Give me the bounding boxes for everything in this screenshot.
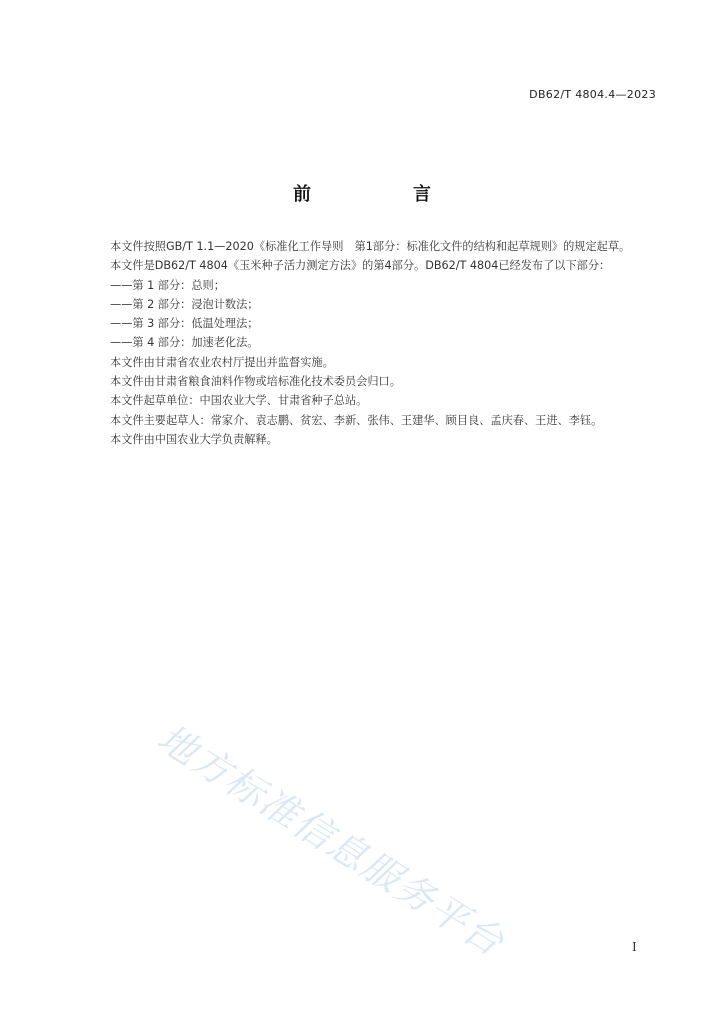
list-item: ——第 3 部分：低温处理法； bbox=[110, 317, 259, 331]
paragraph-drafting-units: 本文件起草单位：中国农业大学、甘肃省种子总站。 bbox=[110, 394, 368, 408]
foreword-body bbox=[88, 237, 658, 449]
list-item: ——第 2 部分：浸泡计数法； bbox=[110, 297, 259, 311]
paragraph-proposer: 本文件由甘肃省农业农村厅提出并监督实施。 bbox=[110, 355, 334, 369]
paragraph-committee: 本文件由甘肃省粮食油料作物或培标准化技术委员会归口。 bbox=[110, 375, 401, 389]
watermark: 地方标准信息服务平台 bbox=[149, 715, 513, 965]
paragraph-part-info: 本文件是DB62/T 4804《玉米种子活力测定方法》的第4部分。DB62/T 4804已经发布了以下部分： bbox=[110, 259, 611, 273]
list-item: ——第 1 部分：总则； bbox=[110, 278, 225, 292]
page-number: I bbox=[632, 940, 637, 954]
list-item: ——第 4 部分：加速老化法。 bbox=[110, 336, 259, 350]
page-title: 前 言 bbox=[293, 184, 473, 205]
standard-code: DB62/T 4804.4—2023 bbox=[529, 88, 656, 101]
paragraph-interpretation: 本文件由中国农业大学负责解释。 bbox=[110, 432, 278, 446]
paragraph-drafters: 本文件主要起草人：常家介、袁志鹏、贫宏、李新、张伟、王建华、顾目良、孟庆春、王进、李钰。 bbox=[110, 413, 603, 427]
paragraph-drafting-rules: 本文件按照GB/T 1.1—2020《标准化工作导则 第1部分：标准化文件的结构和起草规则》的规定起草。 bbox=[110, 240, 631, 253]
